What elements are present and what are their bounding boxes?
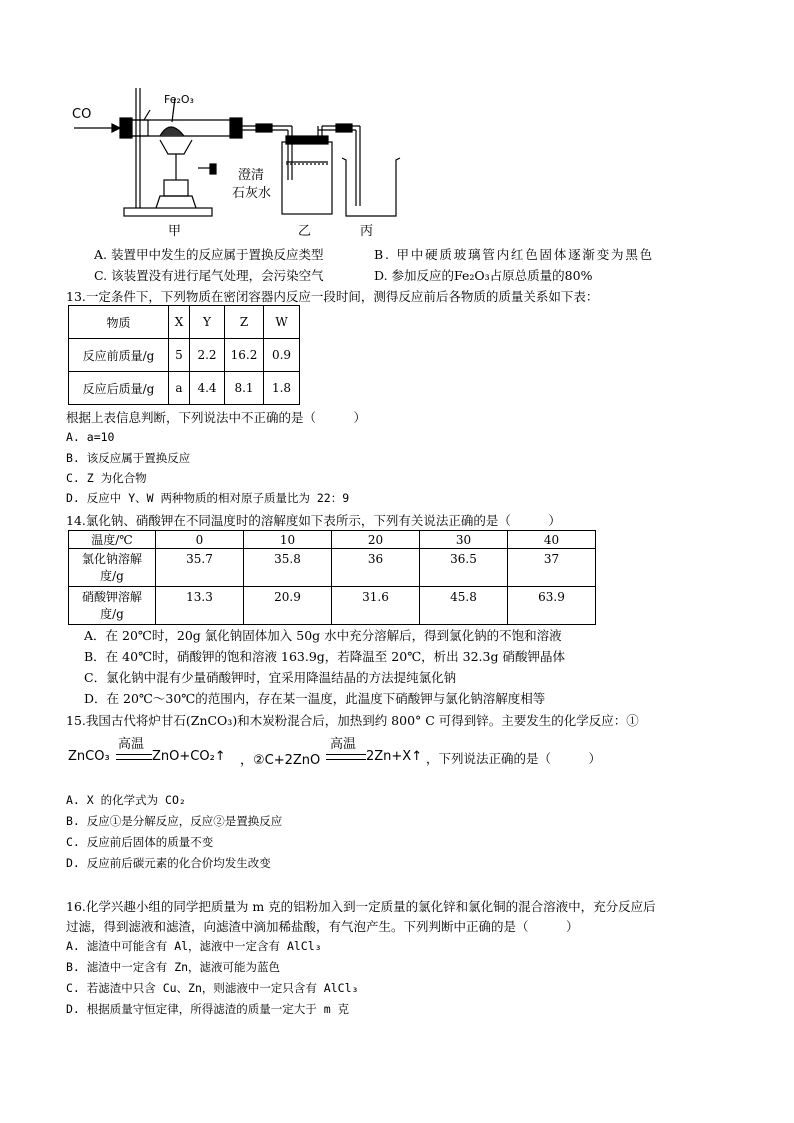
q13-cell: a bbox=[169, 372, 190, 405]
q16-stem-line-1: 16.化学兴趣小组的同学把质量为 m 克的铝粉加入到一定质量的氯化锌和氯化铜的混合溶液中，充分反应后 bbox=[66, 899, 656, 914]
q14-option-b: B．在 40℃时，硝酸钾的饱和溶液 163.9g，若降温至 20℃，析出 32.3g 硝酸钾晶体 bbox=[84, 649, 565, 664]
q14-header-temp: 温度/℃ bbox=[69, 531, 156, 549]
q16-option-d: D. 根据质量守恒定律，所得滤渣的质量一定大于 m 克 bbox=[66, 1002, 350, 1016]
eq-separator: ，②C+2ZnO bbox=[240, 753, 321, 768]
q14-cell: 31.6 bbox=[332, 587, 420, 625]
q13-cell: 16.2 bbox=[225, 339, 264, 372]
q14-cell: 13.3 bbox=[156, 587, 244, 625]
co-label: CO bbox=[72, 107, 92, 122]
apparatus-drawing bbox=[60, 80, 440, 240]
q14-cell: 63.9 bbox=[508, 587, 596, 625]
label-yi: 乙 bbox=[298, 224, 312, 239]
q12-option-b: B. 甲中硬质玻璃管内红色固体逐渐变为黑色 bbox=[374, 247, 654, 262]
q12-option-d: D. 参加反应的Fe₂O₃占原总质量的80% bbox=[374, 268, 593, 283]
q14-temp: 10 bbox=[244, 531, 332, 549]
q14-temp: 20 bbox=[332, 531, 420, 549]
q12-option-c: C. 该装置没有进行尾气处理，会污染空气 bbox=[94, 268, 324, 283]
label-jia: 甲 bbox=[168, 224, 182, 239]
q12-option-a: A. 装置甲中发生的反应属于置换反应类型 bbox=[94, 247, 324, 262]
q13-option-c: C. Z 为化合物 bbox=[66, 471, 147, 485]
q14-row-kno3-label-1: 硝酸钾溶解 bbox=[81, 589, 142, 604]
q14-row-kno3-label-2: 度/g bbox=[100, 606, 124, 621]
q15-option-d: D. 反应前后碳元素的化合价均发生改变 bbox=[66, 856, 271, 870]
q13-row-before-label: 反应前质量/g bbox=[69, 339, 169, 372]
q14-cell: 36.5 bbox=[420, 549, 508, 587]
q16-option-b: B. 滤渣中一定含有 Zn，滤液可能为蓝色 bbox=[66, 960, 281, 974]
q13-table bbox=[68, 305, 300, 405]
q13-header-w: W bbox=[264, 306, 300, 339]
q13-header-z: Z bbox=[225, 306, 264, 339]
q13-option-b: B. 该反应属于置换反应 bbox=[66, 451, 191, 465]
q14-row-nacl-label bbox=[69, 549, 156, 587]
limewater-label-2: 石灰水 bbox=[232, 186, 272, 201]
eq2-condition: 高温 bbox=[330, 737, 357, 752]
q15-question-tail: ，下列说法正确的是（ ） bbox=[426, 751, 602, 766]
q13-cell: 0.9 bbox=[264, 339, 300, 372]
q14-row-nacl-label-1: 氯化钠溶解 bbox=[81, 551, 142, 566]
eq1-equals bbox=[116, 754, 152, 760]
q14-cell: 35.8 bbox=[244, 549, 332, 587]
q14-cell: 45.8 bbox=[420, 587, 508, 625]
q13-cell: 1.8 bbox=[264, 372, 300, 405]
q14-temp: 30 bbox=[420, 531, 508, 549]
apparatus-figure bbox=[60, 80, 440, 240]
q13-header-substance: 物质 bbox=[69, 306, 169, 339]
eq2-equals bbox=[326, 754, 366, 760]
q13-header-x: X bbox=[169, 306, 190, 339]
q14-option-c: C．氯化钠中混有少量硝酸钾时，宜采用降温结晶的方法提纯氯化钠 bbox=[84, 670, 457, 685]
q13-option-d: D. 反应中 Y、W 两种物质的相对原子质量比为 22：9 bbox=[66, 491, 350, 505]
eq1-condition: 高温 bbox=[118, 737, 145, 752]
q15-option-c: C. 反应前后固体的质量不变 bbox=[66, 835, 214, 849]
q16-option-a: A. 滤渣中可能含有 Al，滤液中一定含有 AlCl₃ bbox=[66, 939, 322, 953]
q13-cell: 2.2 bbox=[190, 339, 225, 372]
q14-temp: 40 bbox=[508, 531, 596, 549]
q13-stem: 13.一定条件下，下列物质在密闭容器内反应一段时间，测得反应前后各物质的质量关系如下表： bbox=[66, 289, 599, 304]
q14-row-nacl-label-2: 度/g bbox=[100, 568, 124, 583]
q16-option-c: C. 若滤渣中只含 Cu、Zn，则滤液中一定只含有 AlCl₃ bbox=[66, 981, 359, 995]
q13-header-y: Y bbox=[190, 306, 225, 339]
q14-temp: 0 bbox=[156, 531, 244, 549]
q13-cell: 5 bbox=[169, 339, 190, 372]
q16-stem-line-2: 过滤，得到滤液和滤渣，向滤渣中滴加稀盐酸，有气泡产生。下列判断中正确的是（ ） bbox=[66, 919, 579, 934]
fe2o3-label: Fe₂O₃ bbox=[164, 93, 194, 106]
q14-option-a: A．在 20℃时，20g 氯化钠固体加入 50g 水中充分溶解后，得到氯化钠的不饱和溶液 bbox=[84, 628, 562, 643]
q14-table bbox=[68, 530, 596, 625]
limewater-label-1: 澄清 bbox=[238, 168, 265, 183]
q14-cell: 37 bbox=[508, 549, 596, 587]
q15-option-b: B. 反应①是分解反应，反应②是置换反应 bbox=[66, 814, 283, 828]
q13-cell: 8.1 bbox=[225, 372, 264, 405]
q15-equations bbox=[68, 733, 708, 773]
eq1-right: ZnO+CO₂↑ bbox=[152, 749, 226, 764]
q14-cell: 35.7 bbox=[156, 549, 244, 587]
q13-question: 根据上表信息判断，下列说法中不正确的是（ ） bbox=[66, 410, 367, 425]
q13-cell: 4.4 bbox=[190, 372, 225, 405]
q15-stem: 15.我国古代将炉甘石(ZnCO₃)和木炭粉混合后，加热到约 800° C 可得到锌。主要发生的化学反应：① bbox=[66, 713, 639, 728]
q14-row-kno3-label bbox=[69, 587, 156, 625]
eq1-left: ZnCO₃ bbox=[68, 749, 110, 764]
q13-option-a: A. a=10 bbox=[66, 430, 115, 444]
q15-option-a: A. X 的化学式为 CO₂ bbox=[66, 793, 186, 807]
label-bing: 丙 bbox=[360, 224, 374, 239]
q13-row-after-label: 反应后质量/g bbox=[69, 372, 169, 405]
q14-stem: 14.氯化钠、硝酸钾在不同温度时的溶解度如下表所示，下列有关说法正确的是（ ） bbox=[66, 513, 561, 528]
q14-cell: 36 bbox=[332, 549, 420, 587]
eq2-right: 2Zn+X↑ bbox=[366, 749, 423, 764]
q14-option-d: D．在 20℃～30℃的范围内，存在某一温度，此温度下硝酸钾与氯化钠溶解度相等 bbox=[84, 691, 546, 706]
q14-cell: 20.9 bbox=[244, 587, 332, 625]
